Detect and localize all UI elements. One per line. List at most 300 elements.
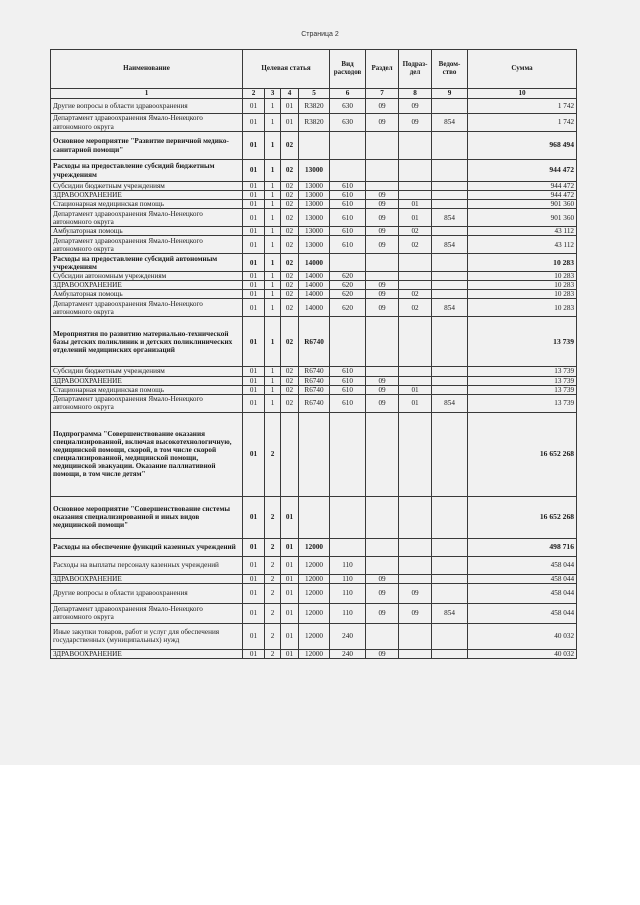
row-name-cell: Другие вопросы в области здравоохранения: [51, 583, 243, 603]
row-code-cell: 01: [243, 623, 265, 649]
row-name-cell: Департамент здравоохранения Ямало-Ненецкого автономного округа: [51, 236, 243, 254]
row-code-cell: 13000: [299, 209, 330, 227]
row-code-cell: [399, 281, 432, 290]
row-code-cell: [366, 412, 399, 496]
table-row: [51, 317, 577, 367]
row-code-cell: 610: [330, 236, 366, 254]
row-code-cell: 02: [281, 254, 299, 272]
row-code-cell: [432, 649, 468, 658]
row-code-cell: [399, 649, 432, 658]
row-code-cell: 610: [330, 376, 366, 385]
row-name-cell: Департамент здравоохранения Ямало-Ненецкого автономного округа: [51, 114, 243, 132]
row-code-cell: 1: [265, 290, 281, 299]
row-code-cell: 1: [265, 299, 281, 317]
row-code-cell: [299, 412, 330, 496]
row-amount-cell: 901 360: [468, 209, 577, 227]
row-code-cell: 01: [281, 556, 299, 574]
header-target-article: Целевая статья: [243, 50, 330, 89]
row-amount-cell: 944 472: [468, 160, 577, 182]
row-code-cell: [432, 583, 468, 603]
row-code-cell: [399, 376, 432, 385]
row-code-cell: R6740: [299, 385, 330, 394]
row-code-cell: 854: [432, 603, 468, 623]
row-name-cell: ЗДРАВООХРАНЕНИЕ: [51, 574, 243, 583]
header-expense-kind: Вид расходов: [330, 50, 366, 89]
row-code-cell: [432, 496, 468, 538]
row-code-cell: 02: [281, 385, 299, 394]
row-code-cell: [330, 412, 366, 496]
row-name-cell: Расходы на выплаты персоналу казенных учреждений: [51, 556, 243, 574]
row-code-cell: [330, 538, 366, 556]
row-code-cell: 12000: [299, 583, 330, 603]
header-amount: Сумма: [468, 50, 577, 89]
row-amount-cell: 968 494: [468, 132, 577, 160]
row-code-cell: 1: [265, 254, 281, 272]
column-number: 6: [330, 89, 366, 99]
row-code-cell: 854: [432, 299, 468, 317]
row-code-cell: 01: [399, 385, 432, 394]
row-code-cell: 01: [243, 317, 265, 367]
row-code-cell: [281, 412, 299, 496]
row-code-cell: 01: [243, 182, 265, 191]
row-name-cell: Департамент здравоохранения Ямало-Ненецкого автономного округа: [51, 209, 243, 227]
row-amount-cell: 10 283: [468, 281, 577, 290]
row-code-cell: 620: [330, 272, 366, 281]
row-code-cell: 09: [366, 236, 399, 254]
row-code-cell: 1: [265, 281, 281, 290]
row-code-cell: 01: [243, 290, 265, 299]
table-row: [51, 649, 577, 658]
row-code-cell: 09: [366, 200, 399, 209]
row-code-cell: 610: [330, 209, 366, 227]
table-row: [51, 191, 577, 200]
column-number: 3: [265, 89, 281, 99]
row-code-cell: 01: [243, 574, 265, 583]
row-name-cell: Мероприятия по развитию материально-технической базы детских поликлиник и детских поликлинических отделений медицинских организаций: [51, 317, 243, 367]
table-row: [51, 623, 577, 649]
row-code-cell: [432, 281, 468, 290]
row-code-cell: [399, 538, 432, 556]
row-code-cell: 2: [265, 603, 281, 623]
row-code-cell: [432, 160, 468, 182]
row-code-cell: [366, 272, 399, 281]
row-code-cell: 09: [366, 603, 399, 623]
row-code-cell: 1: [265, 191, 281, 200]
row-code-cell: 1: [265, 200, 281, 209]
row-code-cell: 09: [366, 191, 399, 200]
row-code-cell: 01: [243, 376, 265, 385]
row-code-cell: 02: [281, 272, 299, 281]
table-row: [51, 236, 577, 254]
row-code-cell: [299, 132, 330, 160]
row-code-cell: [399, 254, 432, 272]
table-row: [51, 556, 577, 574]
table-row: [51, 538, 577, 556]
row-code-cell: 854: [432, 209, 468, 227]
row-code-cell: 09: [366, 227, 399, 236]
row-code-cell: R6740: [299, 394, 330, 412]
row-code-cell: 01: [243, 114, 265, 132]
row-code-cell: 01: [243, 412, 265, 496]
row-code-cell: [366, 367, 399, 376]
row-amount-cell: 1 742: [468, 114, 577, 132]
row-code-cell: 01: [243, 99, 265, 114]
row-code-cell: 01: [243, 191, 265, 200]
row-code-cell: 02: [281, 191, 299, 200]
budget-table: [50, 49, 577, 659]
row-code-cell: 13000: [299, 160, 330, 182]
row-code-cell: [432, 385, 468, 394]
row-code-cell: 2: [265, 496, 281, 538]
row-code-cell: 09: [366, 649, 399, 658]
row-code-cell: 240: [330, 623, 366, 649]
row-code-cell: 09: [366, 574, 399, 583]
row-name-cell: Стационарная медицинская помощь: [51, 385, 243, 394]
row-amount-cell: 13 739: [468, 317, 577, 367]
row-code-cell: 1: [265, 99, 281, 114]
row-code-cell: [432, 317, 468, 367]
table-row: [51, 574, 577, 583]
row-code-cell: 620: [330, 290, 366, 299]
table-row: [51, 99, 577, 114]
row-code-cell: 09: [366, 290, 399, 299]
table-row: [51, 496, 577, 538]
row-code-cell: [366, 556, 399, 574]
row-amount-cell: 16 652 268: [468, 412, 577, 496]
row-code-cell: 1: [265, 209, 281, 227]
row-amount-cell: 458 044: [468, 574, 577, 583]
table-row: [51, 583, 577, 603]
row-code-cell: [330, 496, 366, 538]
row-code-cell: 1: [265, 272, 281, 281]
row-code-cell: 14000: [299, 290, 330, 299]
row-code-cell: 09: [366, 281, 399, 290]
row-code-cell: R3820: [299, 99, 330, 114]
row-amount-cell: 10 283: [468, 290, 577, 299]
row-code-cell: [432, 200, 468, 209]
row-code-cell: [432, 272, 468, 281]
table-row: [51, 299, 577, 317]
row-code-cell: 01: [243, 272, 265, 281]
row-code-cell: 02: [281, 132, 299, 160]
row-code-cell: 01: [281, 574, 299, 583]
row-code-cell: 01: [399, 394, 432, 412]
row-name-cell: Амбулаторная помощь: [51, 227, 243, 236]
row-amount-cell: 10 283: [468, 254, 577, 272]
row-code-cell: 02: [281, 376, 299, 385]
row-name-cell: Департамент здравоохранения Ямало-Ненецкого автономного округа: [51, 299, 243, 317]
row-amount-cell: 40 032: [468, 649, 577, 658]
column-number: 8: [399, 89, 432, 99]
row-code-cell: 01: [399, 200, 432, 209]
row-amount-cell: 498 716: [468, 538, 577, 556]
row-code-cell: [399, 182, 432, 191]
row-code-cell: 14000: [299, 254, 330, 272]
row-code-cell: 01: [281, 649, 299, 658]
row-code-cell: 110: [330, 556, 366, 574]
row-code-cell: 2: [265, 574, 281, 583]
row-name-cell: Департамент здравоохранения Ямало-Ненецкого автономного округа: [51, 394, 243, 412]
row-code-cell: 01: [243, 227, 265, 236]
row-name-cell: Подпрограмма "Совершенствование оказания специализированной, включая высокотехнологичную, медицинской помощи, скорой, в том числе скорой специализированной, медицинской помощи, медицинской эвакуации. Оказание паллиативной помощи, в том числе детям": [51, 412, 243, 496]
row-code-cell: 110: [330, 583, 366, 603]
row-code-cell: 2: [265, 649, 281, 658]
row-code-cell: [432, 574, 468, 583]
row-code-cell: [432, 412, 468, 496]
row-code-cell: 630: [330, 99, 366, 114]
row-amount-cell: 16 652 268: [468, 496, 577, 538]
row-name-cell: ЗДРАВООХРАНЕНИЕ: [51, 649, 243, 658]
row-code-cell: 12000: [299, 538, 330, 556]
table-row: [51, 603, 577, 623]
row-code-cell: 854: [432, 114, 468, 132]
table-body: [51, 99, 577, 659]
column-number: 2: [243, 89, 265, 99]
header-row: [51, 50, 577, 89]
row-code-cell: 1: [265, 227, 281, 236]
row-code-cell: 01: [281, 623, 299, 649]
row-code-cell: 02: [281, 227, 299, 236]
row-code-cell: R6740: [299, 367, 330, 376]
row-code-cell: 610: [330, 200, 366, 209]
row-amount-cell: 901 360: [468, 200, 577, 209]
row-code-cell: [330, 132, 366, 160]
row-code-cell: 12000: [299, 574, 330, 583]
row-amount-cell: 13 739: [468, 376, 577, 385]
row-name-cell: Субсидии автономным учреждениям: [51, 272, 243, 281]
row-code-cell: 610: [330, 394, 366, 412]
row-code-cell: 854: [432, 236, 468, 254]
row-code-cell: 09: [399, 583, 432, 603]
row-code-cell: 240: [330, 649, 366, 658]
row-code-cell: 02: [281, 182, 299, 191]
row-code-cell: 1: [265, 317, 281, 367]
row-code-cell: 13000: [299, 200, 330, 209]
row-code-cell: 01: [243, 385, 265, 394]
row-code-cell: 2: [265, 538, 281, 556]
row-code-cell: [330, 254, 366, 272]
header-subsection: Подраз-дел: [399, 50, 432, 89]
row-code-cell: 2: [265, 583, 281, 603]
row-name-cell: Расходы на обеспечение функций казенных учреждений: [51, 538, 243, 556]
row-code-cell: [399, 160, 432, 182]
row-code-cell: [399, 623, 432, 649]
table-row: [51, 182, 577, 191]
row-code-cell: [432, 367, 468, 376]
row-code-cell: 02: [281, 209, 299, 227]
table-row: [51, 160, 577, 182]
row-code-cell: 2: [265, 556, 281, 574]
row-code-cell: [432, 556, 468, 574]
row-code-cell: 09: [366, 99, 399, 114]
row-code-cell: 630: [330, 114, 366, 132]
row-amount-cell: 458 044: [468, 583, 577, 603]
row-code-cell: [399, 574, 432, 583]
row-code-cell: 01: [243, 209, 265, 227]
row-code-cell: 01: [243, 649, 265, 658]
row-code-cell: 13000: [299, 236, 330, 254]
row-code-cell: 02: [281, 200, 299, 209]
row-code-cell: 1: [265, 114, 281, 132]
row-amount-cell: 458 044: [468, 603, 577, 623]
row-code-cell: 01: [399, 209, 432, 227]
row-code-cell: [366, 496, 399, 538]
row-code-cell: 09: [366, 394, 399, 412]
row-code-cell: 02: [281, 236, 299, 254]
table-row: [51, 290, 577, 299]
row-code-cell: R6740: [299, 376, 330, 385]
row-amount-cell: 944 472: [468, 182, 577, 191]
row-code-cell: 2: [265, 412, 281, 496]
row-code-cell: 01: [243, 254, 265, 272]
row-name-cell: Основное мероприятие "Совершенствование системы оказания специализированной и иных видов медицинской помощи": [51, 496, 243, 538]
row-code-cell: 1: [265, 236, 281, 254]
row-amount-cell: 40 032: [468, 623, 577, 649]
header-name: Наименование: [51, 50, 243, 89]
row-name-cell: Амбулаторная помощь: [51, 290, 243, 299]
row-amount-cell: 458 044: [468, 556, 577, 574]
row-code-cell: 01: [243, 367, 265, 376]
row-code-cell: 13000: [299, 191, 330, 200]
row-code-cell: [432, 538, 468, 556]
row-code-cell: [432, 290, 468, 299]
row-code-cell: 610: [330, 191, 366, 200]
row-code-cell: 01: [243, 281, 265, 290]
row-code-cell: [432, 182, 468, 191]
column-number: 7: [366, 89, 399, 99]
row-name-cell: Расходы на предоставление субсидий автономным учреждениям: [51, 254, 243, 272]
row-code-cell: 14000: [299, 281, 330, 290]
row-code-cell: [399, 191, 432, 200]
row-amount-cell: 13 739: [468, 367, 577, 376]
table-row: [51, 254, 577, 272]
row-code-cell: [399, 317, 432, 367]
row-code-cell: [432, 376, 468, 385]
row-code-cell: 1: [265, 160, 281, 182]
row-code-cell: 09: [366, 376, 399, 385]
row-code-cell: 09: [366, 209, 399, 227]
row-name-cell: Стационарная медицинская помощь: [51, 200, 243, 209]
row-code-cell: 09: [399, 603, 432, 623]
row-code-cell: 01: [243, 556, 265, 574]
row-code-cell: 01: [243, 132, 265, 160]
row-code-cell: [366, 182, 399, 191]
row-code-cell: 09: [399, 114, 432, 132]
row-amount-cell: 1 742: [468, 99, 577, 114]
table-row: [51, 114, 577, 132]
row-code-cell: 1: [265, 394, 281, 412]
row-code-cell: 1: [265, 376, 281, 385]
column-number: 1: [51, 89, 243, 99]
row-code-cell: 01: [281, 99, 299, 114]
table-row: [51, 200, 577, 209]
row-code-cell: [330, 160, 366, 182]
column-number: 5: [299, 89, 330, 99]
row-code-cell: 01: [243, 538, 265, 556]
row-code-cell: 01: [243, 200, 265, 209]
row-code-cell: [432, 99, 468, 114]
row-code-cell: 02: [281, 367, 299, 376]
row-code-cell: [366, 623, 399, 649]
row-code-cell: 09: [366, 114, 399, 132]
row-amount-cell: 13 739: [468, 394, 577, 412]
page-number: Страница 2: [301, 31, 339, 38]
row-code-cell: 02: [281, 290, 299, 299]
row-code-cell: 610: [330, 385, 366, 394]
row-code-cell: 01: [243, 236, 265, 254]
row-amount-cell: 43 112: [468, 227, 577, 236]
row-name-cell: ЗДРАВООХРАНЕНИЕ: [51, 376, 243, 385]
row-code-cell: 01: [243, 603, 265, 623]
row-code-cell: 01: [281, 496, 299, 538]
row-code-cell: 14000: [299, 272, 330, 281]
row-code-cell: 09: [366, 385, 399, 394]
table-row: [51, 209, 577, 227]
table-row: [51, 412, 577, 496]
row-code-cell: 01: [243, 496, 265, 538]
row-code-cell: 01: [243, 583, 265, 603]
row-code-cell: 02: [399, 236, 432, 254]
column-number: 10: [468, 89, 577, 99]
row-code-cell: [366, 254, 399, 272]
table-row: [51, 272, 577, 281]
row-code-cell: [366, 160, 399, 182]
row-name-cell: Субсидии бюджетным учреждениям: [51, 367, 243, 376]
row-code-cell: R3820: [299, 114, 330, 132]
row-code-cell: 02: [281, 299, 299, 317]
row-code-cell: 620: [330, 281, 366, 290]
row-amount-cell: 43 112: [468, 236, 577, 254]
column-number: 4: [281, 89, 299, 99]
row-code-cell: 09: [366, 583, 399, 603]
table-row: [51, 394, 577, 412]
row-code-cell: [399, 496, 432, 538]
row-code-cell: 610: [330, 182, 366, 191]
row-code-cell: [399, 367, 432, 376]
row-code-cell: [330, 317, 366, 367]
row-code-cell: [432, 227, 468, 236]
table-row: [51, 227, 577, 236]
row-amount-cell: 10 283: [468, 272, 577, 281]
row-code-cell: [432, 132, 468, 160]
row-code-cell: 110: [330, 574, 366, 583]
row-code-cell: 610: [330, 227, 366, 236]
row-code-cell: 02: [281, 160, 299, 182]
row-code-cell: [366, 317, 399, 367]
table-row: [51, 385, 577, 394]
row-name-cell: Основное мероприятие "Развитие первичной медико-санитарной помощи": [51, 132, 243, 160]
row-code-cell: R6740: [299, 317, 330, 367]
row-code-cell: 1: [265, 385, 281, 394]
row-code-cell: 09: [366, 299, 399, 317]
row-code-cell: 1: [265, 182, 281, 191]
table-row: [51, 132, 577, 160]
row-amount-cell: 944 472: [468, 191, 577, 200]
row-code-cell: 13000: [299, 182, 330, 191]
row-code-cell: 02: [399, 299, 432, 317]
row-code-cell: 01: [281, 538, 299, 556]
row-code-cell: [399, 272, 432, 281]
table-row: [51, 367, 577, 376]
row-amount-cell: 10 283: [468, 299, 577, 317]
row-name-cell: ЗДРАВООХРАНЕНИЕ: [51, 281, 243, 290]
row-code-cell: 01: [243, 394, 265, 412]
row-code-cell: 01: [243, 160, 265, 182]
row-code-cell: 01: [281, 603, 299, 623]
header-section: Раздел: [366, 50, 399, 89]
row-code-cell: 01: [281, 583, 299, 603]
row-code-cell: [399, 556, 432, 574]
